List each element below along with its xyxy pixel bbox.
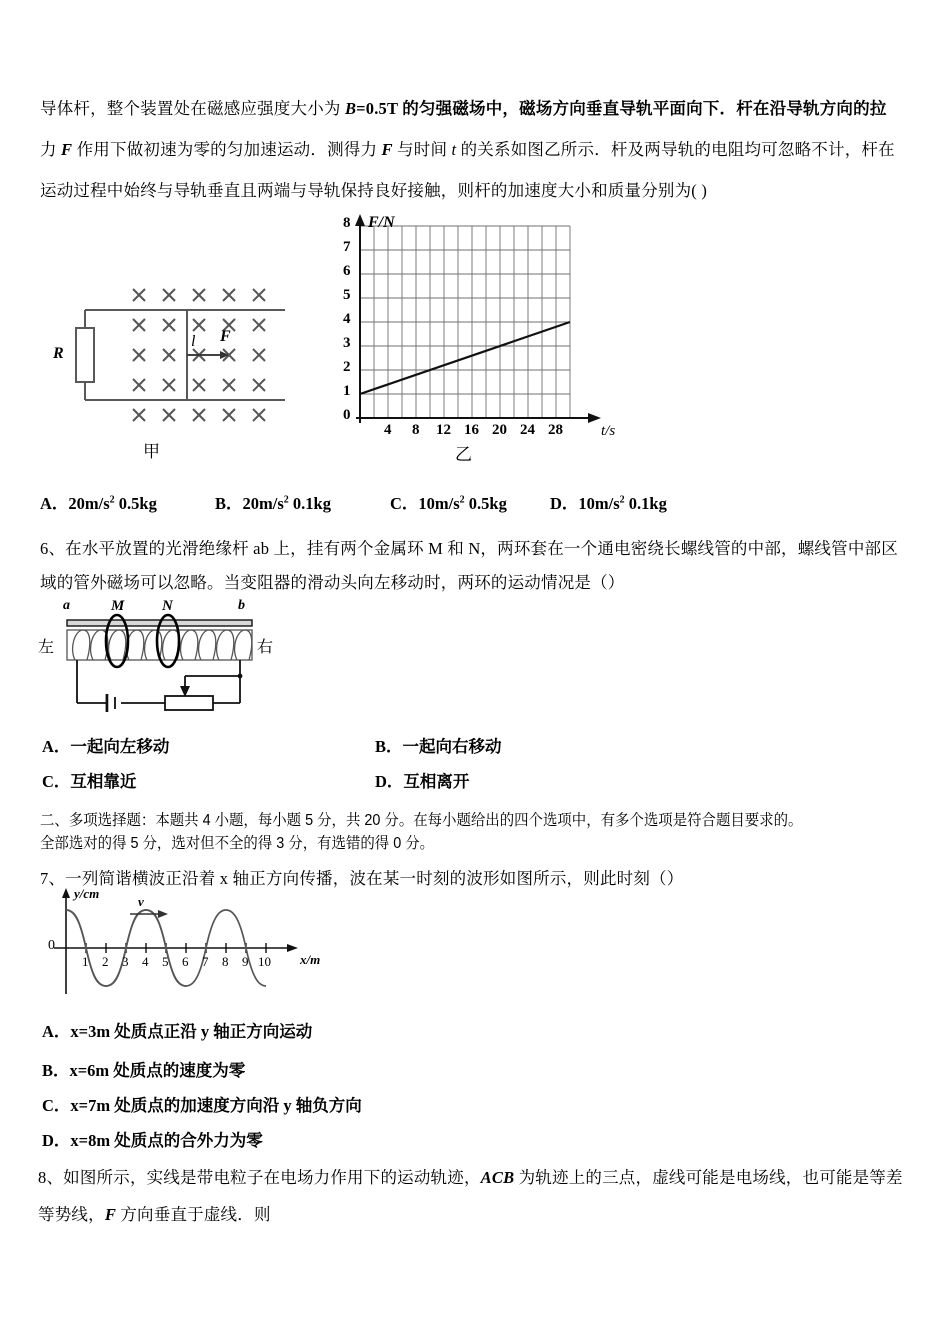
wave-xtick-6: 6	[182, 954, 189, 969]
q6-option-A-text: 一起向左移动	[70, 737, 170, 756]
q6-option-B-key: B．	[375, 737, 403, 756]
q5-line2-seg3: 作用下做初速为零的匀加速运动．测得力	[72, 140, 382, 159]
q5-option-C-exp: 2	[459, 494, 465, 506]
question7-option-D[interactable]	[42, 1127, 263, 1151]
solenoid-coil-turns	[73, 630, 252, 660]
wave-y-axis-arrow-icon	[62, 888, 70, 898]
graph-ytick-1: 1	[343, 383, 351, 399]
q7-option-C-key: C．	[42, 1096, 71, 1115]
q5-option-D-key: D．	[550, 494, 579, 513]
graph-xtick-8: 8	[412, 422, 420, 438]
graph-ytick-8: 8	[343, 215, 351, 231]
graph-ytick-6: 6	[343, 263, 351, 279]
wave-velocity-label: v	[138, 894, 144, 909]
q5-line2-seg7: 的关系如图乙所示．杆及两导轨的电阻均可忽略不计，杆在	[456, 140, 895, 159]
section2-line1: 二、多项选择题：本题共 4 小题，每小题 5 分，共 20 分。在每小题给出的四个选项中，有多个选项是符合题目要求的。	[40, 812, 803, 829]
q5-option-C-val2: 0.5kg	[468, 494, 507, 513]
q5-symbol-F2: F	[381, 140, 393, 159]
force-time-line	[360, 322, 570, 394]
q8-line2-seg1: 等势线，	[38, 1205, 105, 1224]
graph-axes	[356, 222, 592, 423]
q5-option-D-exp: 2	[619, 494, 625, 506]
conducting-rails	[85, 310, 285, 400]
graph-xtick-4: 4	[384, 422, 392, 438]
wave-xtick-7: 7	[202, 954, 209, 969]
q6-option-C-text: 互相靠近	[70, 772, 137, 791]
graph-ytick-5: 5	[343, 287, 351, 303]
solenoid-svg	[35, 598, 285, 718]
q5-option-D[interactable]	[550, 490, 667, 514]
graph-ytick-0: 0	[343, 407, 351, 423]
q5-option-C[interactable]	[390, 490, 507, 514]
q6-option-D-key: D．	[375, 772, 404, 791]
x-axis-arrow-icon	[588, 413, 601, 423]
q5-option-A-val1: 20m/s	[68, 494, 110, 513]
q7-option-B-key: B．	[42, 1061, 70, 1080]
graph-ytick-4: 4	[343, 311, 351, 327]
q5-option-B-key: B．	[215, 494, 243, 513]
question5-line2	[40, 129, 895, 170]
wave-x-axis-arrow-icon	[287, 944, 298, 952]
q5-symbol-F1: F	[61, 140, 73, 159]
q5-symbol-t: t	[451, 140, 457, 159]
q8-line1-seg3: 为轨迹上的三点，虚线可能是电场线，也可能是等差	[514, 1168, 903, 1187]
q8-line1-seg1: 8、如图所示，实线是带电粒子在电场力作用下的运动轨迹，	[38, 1168, 481, 1187]
rod-label-a: a	[63, 598, 70, 613]
wave-xtick-3: 3	[122, 954, 129, 969]
q5-option-C-key: C．	[390, 494, 419, 513]
figure-graph-yi	[320, 208, 620, 463]
solenoid-circuit-wires	[77, 660, 240, 703]
figure-wave	[38, 886, 328, 998]
graph-xtick-20: 20	[492, 422, 507, 438]
rod-label-b: b	[238, 598, 245, 613]
question6-option-B[interactable]	[375, 733, 502, 757]
battery-symbol	[107, 694, 115, 712]
q7-option-D-key: D．	[42, 1131, 71, 1150]
wave-xtick-5: 5	[162, 954, 169, 969]
q6-option-B-text: 一起向右移动	[402, 737, 502, 756]
q5-option-B[interactable]	[215, 490, 331, 514]
question7-option-C[interactable]	[42, 1092, 362, 1116]
graph-xtick-12: 12	[436, 422, 451, 438]
q5-line2-seg1: 力	[40, 140, 62, 159]
resistor-label: R	[53, 345, 64, 362]
q5-symbol-B: B	[344, 99, 357, 118]
graph-ytick-2: 2	[343, 359, 351, 375]
graph-xtick-28: 28	[548, 422, 563, 438]
question5-line1	[40, 88, 887, 129]
q7-option-A-text: x=3m 处质点正沿 y 轴正方向运动	[70, 1022, 313, 1041]
question6-option-A[interactable]	[42, 733, 169, 757]
q6-option-D-text: 互相离开	[403, 772, 470, 791]
wave-y-axis-label-text: y/cm	[74, 886, 100, 901]
question7-option-B[interactable]	[42, 1057, 245, 1081]
wave-xtick-2: 2	[102, 954, 109, 969]
question6-line2: 域的管外磁场可以忽略。当变阻器的滑动头向左移动时，两环的运动情况是（）	[40, 573, 625, 592]
wave-origin-label: 0	[48, 938, 55, 953]
section2-line2: 全部选对的得 5 分，选对但不全的得 3 分，有选错的得 0 分。	[40, 835, 435, 852]
wave-x-axis-label-text: x/m	[300, 952, 321, 967]
question7-line1: 7、一列简谐横波正沿着 x 轴正方向传播，波在某一时刻的波形如图所示，则此时刻（）	[40, 869, 684, 888]
wave-xtick-4: 4	[142, 954, 149, 969]
ring-label-M: M	[111, 598, 125, 614]
y-axis-arrow-icon	[355, 214, 365, 226]
direction-label-right: 右	[257, 639, 274, 656]
question6-line1: 6、在水平放置的光滑绝缘杆 ab 上，挂有两个金属环 M 和 N，两环套在一个通电密绕长螺线管的中部，螺线管中部区	[40, 539, 898, 558]
q7-option-A-key: A．	[42, 1022, 71, 1041]
question8-line1	[38, 1157, 903, 1198]
q5-option-B-val1: 20m/s	[242, 494, 284, 513]
q7-option-B-text: x=6m 处质点的速度为零	[69, 1061, 246, 1080]
q5-option-D-val2: 0.1kg	[628, 494, 667, 513]
length-label-l: l	[191, 333, 196, 350]
wave-svg	[38, 886, 328, 998]
resistor-symbol	[76, 328, 94, 382]
figure-solenoid-rings	[35, 598, 285, 718]
force-label-F: F	[220, 328, 231, 345]
q6-option-A-key: A．	[42, 737, 71, 756]
graph-x-axis-label: t/s	[601, 423, 616, 439]
q6-option-C-key: C．	[42, 772, 71, 791]
ring-label-N: N	[162, 598, 173, 614]
q5-option-B-exp: 2	[283, 494, 289, 506]
question5-line3: 运动过程中始终与导轨垂直且两端与导轨保持良好接触，则杆的加速度大小和质量分别为( )	[40, 181, 708, 200]
question6-option-C[interactable]	[42, 768, 136, 792]
wave-xtick-8: 8	[222, 954, 229, 969]
q8-points-ACB: ACB	[480, 1168, 515, 1187]
graph-y-axis-label: F/N	[368, 214, 395, 231]
graph-xtick-24: 24	[520, 422, 535, 438]
q7-option-C-text: x=7m 处质点的加速度方向沿 y 轴负方向	[70, 1096, 362, 1115]
circuit-junction-dot	[238, 674, 243, 679]
figure-label-yi: 乙	[455, 445, 472, 464]
figure-rails-甲	[45, 215, 295, 465]
question6-option-D[interactable]	[375, 768, 469, 792]
rheostat-symbol[interactable]	[165, 696, 213, 710]
q7-option-D-text: x=8m 处质点的合外力为零	[70, 1131, 263, 1150]
wave-xtick-1: 1	[82, 954, 89, 969]
graph-xtick-16: 16	[464, 422, 479, 438]
q5-option-C-val1: 10m/s	[418, 494, 460, 513]
question8-line2	[38, 1194, 271, 1235]
wave-axes	[54, 894, 290, 994]
q5-option-A-val2: 0.5kg	[118, 494, 157, 513]
q8-symbol-F: F	[104, 1205, 117, 1224]
q5-option-D-val1: 10m/s	[578, 494, 620, 513]
force-arrow-head-icon	[220, 351, 229, 359]
wave-xtick-10: 10	[258, 954, 271, 969]
q8-line2-seg3: 方向垂直于虚线．则	[116, 1205, 271, 1224]
figure-label-jia: 甲	[143, 442, 160, 461]
question7-option-A[interactable]	[42, 1018, 312, 1042]
q5-line1-seg1: 导体杆，整个装置处在磁感应强度大小为	[40, 99, 345, 118]
wave-xtick-9: 9	[242, 954, 249, 969]
q5-option-A-key: A．	[40, 494, 69, 513]
q5-line1-seg3: =0.5T 的匀强磁场中，磁场方向垂直导轨平面向下．杆在沿导轨方向的拉	[356, 99, 887, 118]
q5-option-A-exp: 2	[109, 494, 115, 506]
graph-gridlines	[360, 226, 570, 418]
q5-option-A[interactable]	[40, 490, 157, 514]
graph-ytick-3: 3	[343, 335, 351, 351]
graph-ytick-7: 7	[343, 239, 351, 255]
q5-option-B-val2: 0.1kg	[292, 494, 331, 513]
q5-line2-seg5: 与时间	[392, 140, 452, 159]
direction-label-left: 左	[38, 639, 55, 656]
rails-svg	[45, 215, 295, 465]
